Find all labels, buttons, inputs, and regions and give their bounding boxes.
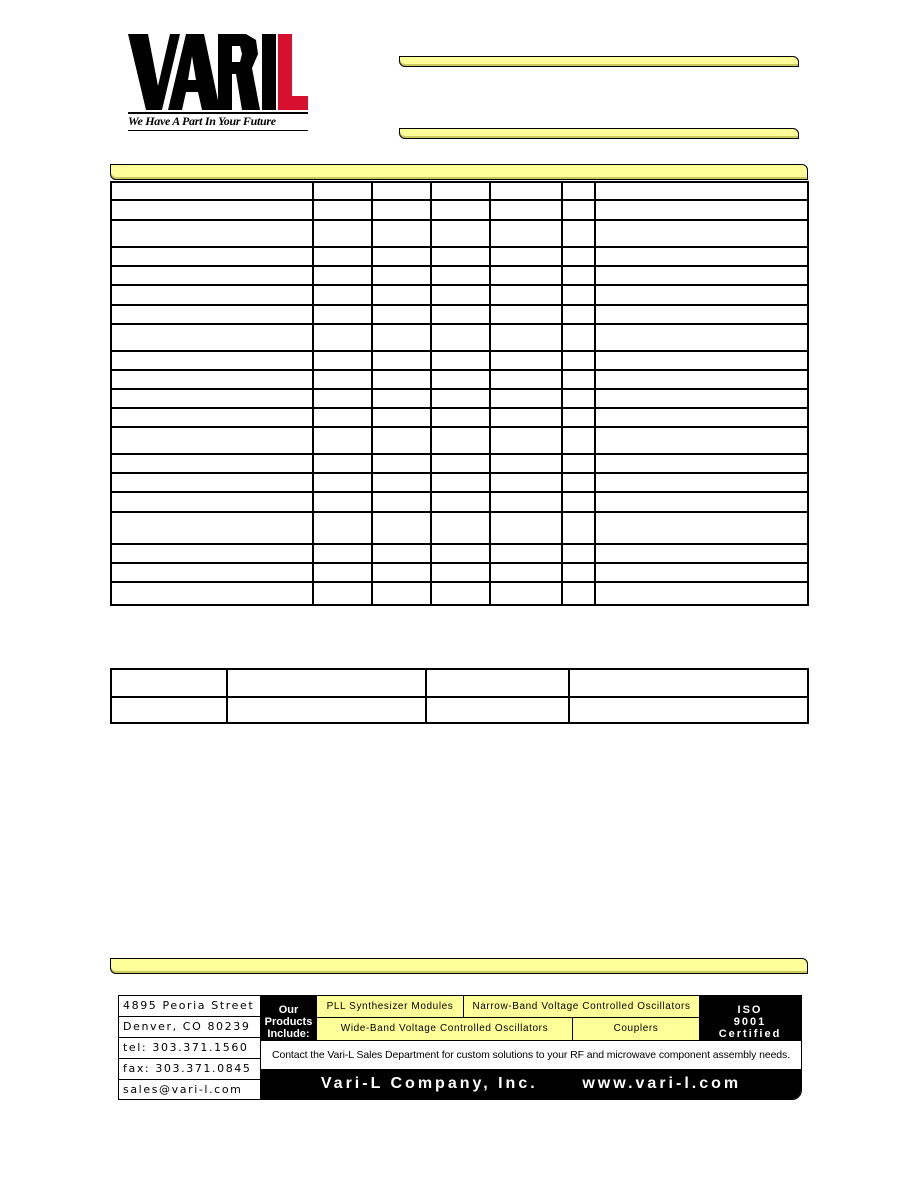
table-row [111,408,808,427]
iso-certified-badge [699,996,801,1041]
iso-line-3: Certified [718,1028,782,1040]
address-city: Denver, CO 80239 [119,1017,260,1038]
table-row [111,582,808,605]
table-cell [562,351,595,370]
table-cell [111,200,313,220]
table-cell [562,582,595,605]
table-row [111,427,808,454]
table-cell [111,473,313,492]
table-cell [313,220,372,247]
table-cell [111,305,313,324]
table-cell [490,427,562,454]
table-cell [490,182,562,200]
table-cell [595,247,808,266]
table-cell [313,389,372,408]
table-cell [595,492,808,512]
table-cell [372,582,431,605]
table-cell [431,408,490,427]
table-cell [313,454,372,473]
table-cell [595,512,808,544]
table-cell [569,697,808,723]
table-cell [490,305,562,324]
table-cell [372,220,431,247]
table-row [111,220,808,247]
table-cell [111,669,227,697]
section-bar-bottom [110,958,808,974]
table-cell [490,408,562,427]
table-cell [562,247,595,266]
table-cell [372,408,431,427]
table-cell [431,512,490,544]
table-row [111,305,808,324]
address-street: 4895 Peoria Street [119,996,260,1017]
table-cell [431,247,490,266]
table-cell [490,563,562,582]
table-cell [372,351,431,370]
table-cell [372,247,431,266]
table-cell [490,389,562,408]
table-cell [490,370,562,389]
iso-line-2: 9001 [733,1016,767,1028]
our-products-label [261,996,316,1041]
table-cell [372,454,431,473]
table-cell [372,305,431,324]
table-cell [426,697,569,723]
table-cell [431,285,490,305]
table-cell [111,492,313,512]
table-cell [372,427,431,454]
table-cell [431,370,490,389]
table-cell [372,266,431,285]
table-cell [595,408,808,427]
table-cell [595,351,808,370]
table-cell [111,285,313,305]
table-cell [562,544,595,563]
fax-number: fax: 303.371.0845 [119,1059,260,1080]
table-row [111,669,808,697]
table-cell [313,182,372,200]
table-cell [431,324,490,351]
table-cell [562,324,595,351]
table-cell [595,389,808,408]
table-cell [313,512,372,544]
table-cell [111,512,313,544]
table-cell [313,324,372,351]
table-cell [490,285,562,305]
table-cell [313,305,372,324]
table-cell [431,182,490,200]
table-cell [313,544,372,563]
table-cell [111,544,313,563]
table-cell [313,370,372,389]
header-bar-bottom [399,128,799,139]
table-cell [569,669,808,697]
table-cell [313,563,372,582]
table-row [111,370,808,389]
table-cell [595,305,808,324]
table-cell [111,427,313,454]
table-cell [490,582,562,605]
table-row [111,182,808,200]
table-cell [111,351,313,370]
table-cell [313,408,372,427]
table-cell [372,285,431,305]
table-cell [595,563,808,582]
table-row [111,697,808,723]
table-cell [562,266,595,285]
table-cell [562,427,595,454]
table-cell [313,427,372,454]
table-cell [562,220,595,247]
table-cell [431,305,490,324]
table-cell [313,200,372,220]
table-row [111,512,808,544]
table-cell [313,285,372,305]
table-cell [431,492,490,512]
table-cell [595,582,808,605]
table-cell [562,512,595,544]
table-cell [431,220,490,247]
table-cell [372,492,431,512]
specifications-table [110,181,809,606]
table-cell [490,220,562,247]
table-cell [562,408,595,427]
table-row [111,454,808,473]
table-cell [562,182,595,200]
table-cell [431,454,490,473]
table-cell [595,220,808,247]
table-row [111,563,808,582]
iso-line-1: ISO [737,1004,763,1016]
table-cell [111,389,313,408]
table-row [111,285,808,305]
header-bar-top [399,56,799,67]
table-row [111,247,808,266]
table-cell [562,200,595,220]
table-cell [431,544,490,563]
table-cell [431,473,490,492]
logo-tagline: We Have A Part In Your Future [128,114,276,128]
table-cell [227,697,426,723]
our-products-line-3: Include: [267,1028,310,1040]
company-logo [128,34,308,134]
table-cell [431,200,490,220]
table-cell [227,669,426,697]
table-cell [372,324,431,351]
table-cell [111,247,313,266]
table-cell [372,473,431,492]
table-cell [595,200,808,220]
table-cell [372,512,431,544]
table-cell [372,182,431,200]
table-cell [595,324,808,351]
table-cell [426,669,569,697]
table-cell [595,182,808,200]
table-cell [595,454,808,473]
table-cell [562,563,595,582]
table-cell [490,247,562,266]
table-row [111,324,808,351]
ordering-table [110,668,809,724]
table-cell [372,389,431,408]
table-cell [431,582,490,605]
table-cell [111,697,227,723]
table-cell [490,492,562,512]
table-row [111,544,808,563]
our-products-line-1: Our [278,1004,299,1016]
table-cell [111,324,313,351]
table-cell [372,563,431,582]
table-cell [490,200,562,220]
table-cell [490,454,562,473]
table-cell [431,427,490,454]
table-cell [490,324,562,351]
table-cell [431,351,490,370]
table-cell [111,370,313,389]
table-cell [595,266,808,285]
table-cell [562,285,595,305]
table-cell [595,285,808,305]
table-cell [562,389,595,408]
table-cell [431,563,490,582]
table-row [111,266,808,285]
section-bar-top [110,164,808,180]
phone-number: tel: 303.371.1560 [119,1038,260,1059]
table-cell [313,492,372,512]
product-narrow-band-vco: Narrow-Band Voltage Controlled Oscillators [463,996,699,1018]
table-row [111,351,808,370]
table-cell [111,408,313,427]
table-cell [431,266,490,285]
table-cell [562,473,595,492]
table-cell [562,305,595,324]
table-cell [431,389,490,408]
table-cell [372,544,431,563]
table-cell [111,182,313,200]
table-cell [111,454,313,473]
table-row [111,200,808,220]
footer-banner [118,995,802,1100]
vari-l-logo-mark [128,34,308,110]
address-block [119,996,261,1099]
table-cell [595,473,808,492]
table-cell [111,582,313,605]
table-cell [372,370,431,389]
table-row [111,473,808,492]
table-cell [595,544,808,563]
table-cell [313,266,372,285]
table-row [111,389,808,408]
table-cell [595,370,808,389]
table-cell [490,473,562,492]
table-cell [313,582,372,605]
table-row [111,492,808,512]
product-wide-band-vco: Wide-Band Voltage Controlled Oscillators [316,1018,572,1041]
product-pll-synthesizer: PLL Synthesizer Modules [316,996,463,1018]
table-cell [562,454,595,473]
table-cell [313,473,372,492]
table-cell [372,200,431,220]
table-cell [111,563,313,582]
table-cell [313,351,372,370]
company-website-line[interactable]: Vari-L Company, Inc. www.vari-l.com [261,1069,801,1099]
contact-message: Contact the Vari-L Sales Department for custom solutions to your RF and microwave component assembly needs. [271,1049,791,1061]
table-cell [490,512,562,544]
table-cell [490,351,562,370]
sales-email[interactable]: sales@vari-l.com [123,1083,243,1096]
table-cell [595,427,808,454]
our-products-line-2: Products [264,1016,313,1028]
table-cell [111,220,313,247]
table-cell [562,492,595,512]
table-cell [562,370,595,389]
table-cell [490,266,562,285]
product-couplers: Couplers [572,1018,699,1041]
logo-rule-bottom [128,130,308,131]
table-cell [313,247,372,266]
table-cell [490,544,562,563]
table-cell [111,266,313,285]
